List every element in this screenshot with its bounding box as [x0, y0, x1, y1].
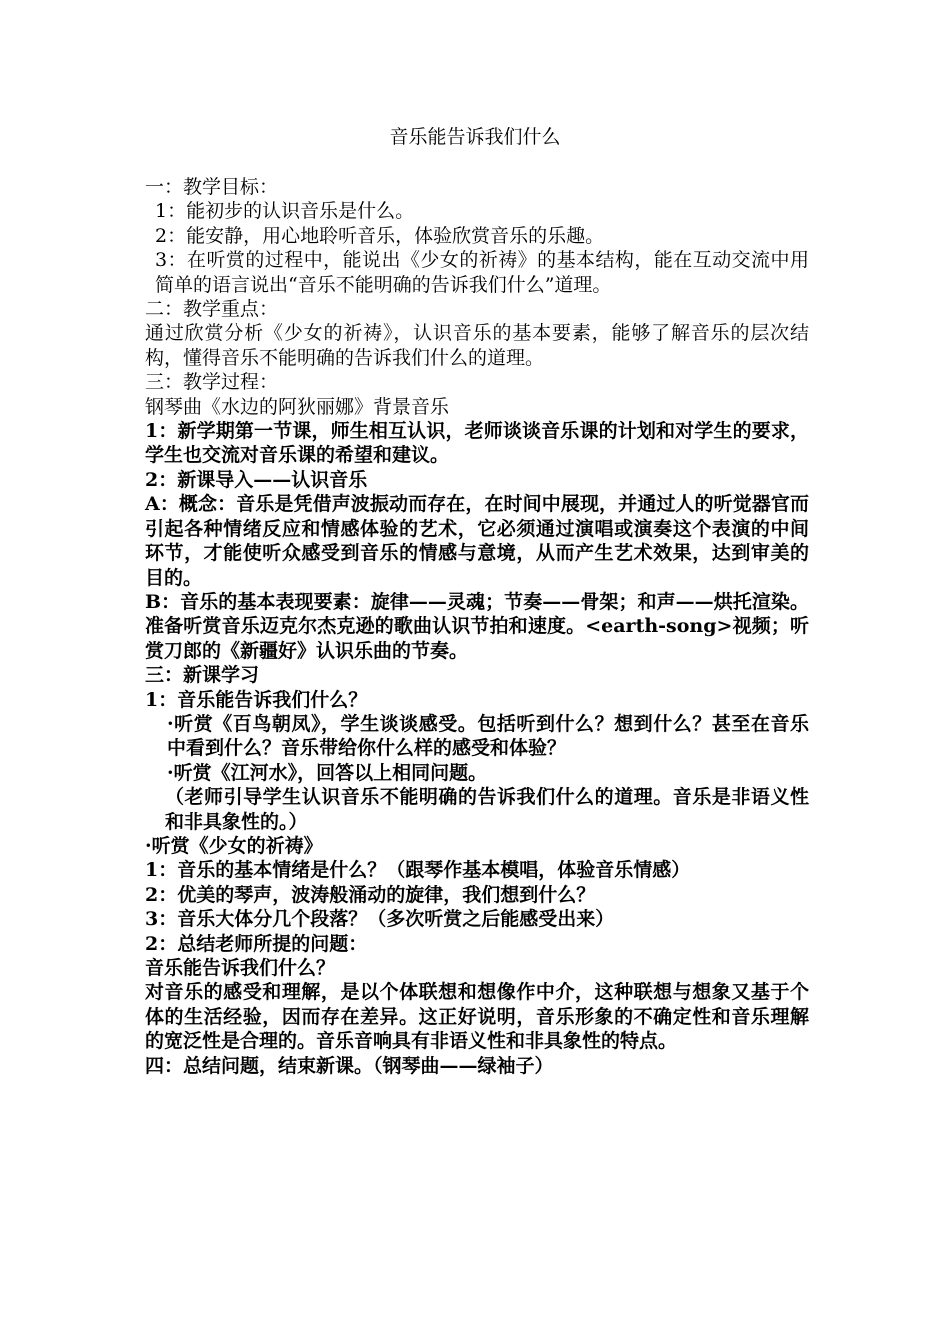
document-title: 音乐能告诉我们什么 — [389, 126, 561, 148]
document-line: 音乐能告诉我们什么？ — [145, 957, 336, 979]
document-line: 通过欣赏分析《少女的祈祷》，认识音乐的基本要素，能够了解音乐的层次结构，懂得音乐不能明确的告诉我们什么的道理。 — [145, 322, 809, 369]
document-line: 三：新课学习 — [145, 664, 260, 687]
document-line: ·听赏《百鸟朝凤》，学生谈谈感受。包括听到什么？想到什么？甚至在音乐中看到什么？音乐带给你什么样的感受和体验？ — [167, 712, 809, 760]
document-body — [145, 175, 809, 1078]
document-line: （老师引导学生认识音乐不能明确的告诉我们什么的道理。音乐是非语义性和非具象性的。） — [165, 786, 809, 833]
document-line: 1：音乐能告诉我们什么？ — [145, 688, 368, 711]
document-line: 2：新课导入——认识音乐 — [145, 468, 368, 491]
document-line: B：音乐的基本表现要素：旋律——灵魂；节奏——骨架；和声——烘托渲染。准备听赏音乐迈克尔杰克逊的歌曲认识节拍和速度。<earth-song>视频；听赏刀郎的《新疆好》认识乐曲的节奏。 — [145, 590, 809, 662]
document-line: 2：能安静，用心地聆听音乐，体验欣赏音乐的乐趣。 — [155, 224, 605, 247]
document-line: 3：在听赏的过程中，能说出《少女的祈祷》的基本结构，能在互动交流中用简单的语言说出“音乐不能明确的告诉我们什么”道理。 — [155, 249, 809, 296]
document-line: 一：教学目标： — [145, 176, 279, 198]
document-line: 1：能初步的认识音乐是什么。 — [155, 200, 415, 223]
document-line: 三：教学过程： — [145, 371, 279, 394]
document-line: 1：音乐的基本情绪是什么？（跟琴作基本模唱，体验音乐情感） — [145, 859, 691, 882]
document-line: 钢琴曲《水边的阿狄丽娜》背景音乐 — [145, 395, 450, 418]
document-line: ·听赏《江河水》，回答以上相同问题。 — [167, 761, 488, 784]
document-line: 3：音乐大体分几个段落？（多次听赏之后能感受出来） — [145, 908, 615, 931]
document-line: 2：总结老师所提的问题： — [145, 932, 368, 955]
document-line: A：概念：音乐是凭借声波振动而存在，在时间中展现，并通过人的听觉器官而引起各种情绪反应和情感体验的艺术，它必须通过演唱或演奏这个表演的中间环节，才能使听众感受到音乐的情感与意境，从而产生艺术效果，达到审美的目的。 — [145, 493, 809, 589]
document-line: 2：优美的琴声，波涛般涌动的旋律，我们想到什么？ — [145, 883, 596, 906]
document-line: ·听赏《少女的祈祷》 — [145, 834, 323, 857]
document-line: 二：教学重点： — [145, 298, 279, 321]
document-line: 1：新学期第一节课，师生相互认识，老师谈谈音乐课的计划和对学生的要求，学生也交流对音乐课的希望和建议。 — [145, 420, 809, 467]
document-line: 四：总结问题，结束新课。（钢琴曲——绿袖子） — [145, 1054, 554, 1077]
document-line: 对音乐的感受和理解，是以个体联想和想像作中介，这种联想与想象又基于个体的生活经验，因而存在差异。这正好说明，音乐形象的不确定性和音乐理解的宽泛性是合理的。音乐音响具有非语义性和非具象性的特点。 — [145, 981, 809, 1053]
